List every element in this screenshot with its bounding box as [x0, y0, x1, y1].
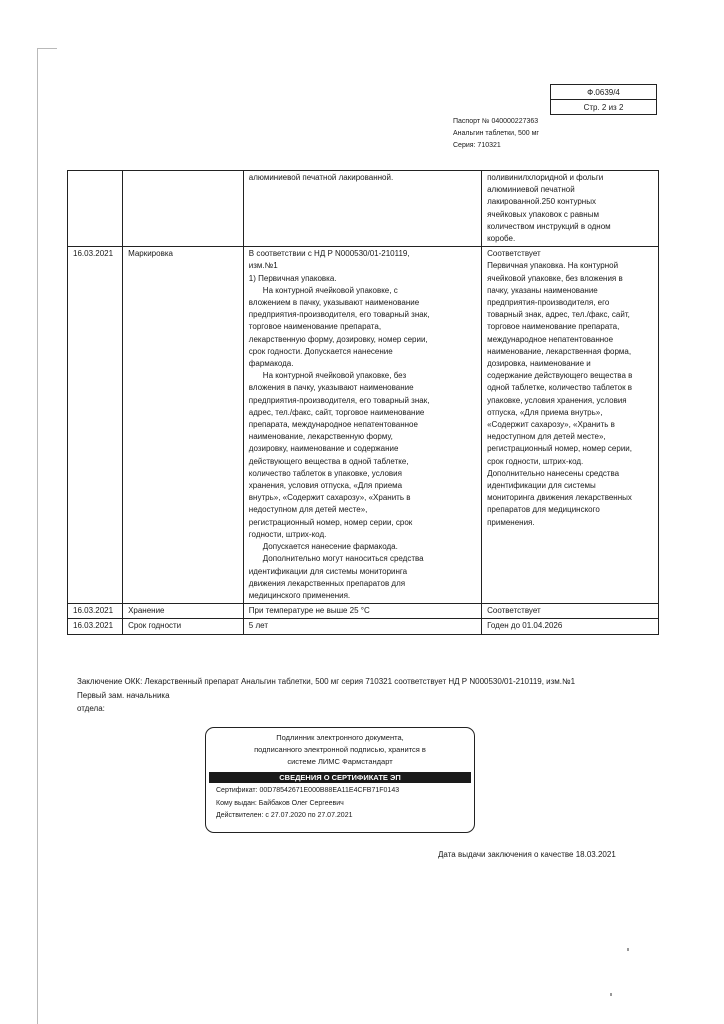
result-line: лакированной.250 контурных — [487, 197, 596, 207]
result-line: Соответствует — [487, 606, 541, 616]
requirement-line: хранения, условия отпуска, «Для приема — [248, 481, 403, 491]
series-number: Серия: 710321 — [453, 142, 501, 149]
stamp-line-2: подписанного электронной подписью, хранится в — [254, 745, 426, 754]
result-cell — [482, 604, 659, 619]
result-line: поливинилхлоридной и фольги — [487, 173, 604, 182]
result-line: Первичная упаковка. На контурной — [487, 261, 619, 271]
indicator-cell: Маркировка — [123, 247, 244, 604]
indicator-cell: Хранение — [123, 604, 244, 619]
requirement-line: предприятия-производителя, его товарный знак, — [248, 395, 430, 405]
stamp-line-3: системе ЛИМС Фармстандарт — [287, 757, 393, 766]
signer-department: отдела: — [77, 704, 105, 713]
scan-speck — [627, 948, 629, 951]
test-results-table — [67, 170, 659, 635]
result-line: Годен до 01.04.2026 — [487, 621, 563, 631]
result-cell — [482, 247, 659, 604]
requirement-line: регистрационный номер, номер серии, срок — [248, 517, 413, 527]
table-row — [68, 619, 659, 634]
result-line: Соответствует — [487, 249, 541, 259]
requirement-line: действующего вещества в одной таблетке, — [248, 456, 409, 466]
result-line: «Содержит сахарозу», «Хранить в — [487, 420, 615, 430]
requirement-line: 1) Первичная упаковка. — [248, 273, 337, 283]
requirement-line: В соответствии с НД Р N000530/01-210119, — [248, 249, 410, 259]
requirement-line: Допускается нанесение фармакода. — [262, 542, 398, 552]
requirement-line: недоступном для детей месте», — [248, 505, 368, 515]
requirement-cell — [243, 619, 481, 634]
result-line: регистрационный номер, номер серии, — [487, 444, 632, 454]
page-edge-left — [37, 48, 38, 1024]
result-line: Дополнительно нанесены средства — [487, 468, 620, 478]
certificate-number: Сертификат: 00D78542671E000B88EA11E4CFB71F0143 — [216, 787, 400, 794]
result-line: пачку, указаны наименование — [487, 285, 598, 295]
result-line: наименование, лекарственная форма, — [487, 346, 632, 356]
requirement-line: медицинского применения. — [248, 590, 351, 600]
requirement-line: На контурной ячейковой упаковке, с — [262, 285, 398, 295]
requirement-line: фармакода. — [248, 359, 294, 369]
product-name: Анальгин таблетки, 500 мг — [453, 130, 539, 137]
result-line: недоступном для детей месте», — [487, 432, 606, 442]
test-date-cell — [68, 171, 123, 247]
result-line: товарный знак, адрес, тел./факс, сайт, — [487, 310, 630, 320]
electronic-signature-stamp — [205, 727, 475, 833]
form-code: Ф.0639/4 — [551, 85, 657, 100]
page-edge-top — [37, 48, 57, 49]
passport-number: Паспорт № 040000227363 — [453, 118, 539, 125]
requirement-line: торговое наименование препарата, — [248, 322, 382, 332]
requirement-cell — [243, 171, 481, 247]
requirement-line: движения лекарственных препаратов для — [248, 578, 406, 588]
requirement-line: лекарственную форму, дозировку, номер серии, — [248, 334, 428, 344]
result-line: ячейковых упаковок с равным — [487, 209, 599, 219]
table-row — [68, 247, 659, 604]
result-line: дозировка, наименование и — [487, 359, 591, 369]
requirement-line: 5 лет — [248, 621, 268, 631]
result-line: ячейковой упаковке, без вложения в — [487, 273, 623, 283]
requirement-cell — [243, 604, 481, 619]
result-line: одной таблетке, количество таблеток в — [487, 383, 633, 393]
result-line: препаратов для медицинского — [487, 505, 600, 515]
requirement-line: При температуре не выше 25 °С — [248, 606, 370, 616]
certificate-owner: Кому выдан: Байбаков Олег Сергеевич — [216, 799, 344, 807]
test-date-cell: 16.03.2021 — [68, 619, 123, 634]
requirement-line: алюминиевой печатной лакированной. — [248, 173, 394, 182]
requirement-cell — [243, 247, 481, 604]
requirement-line: вложением в пачку, указывают наименование — [248, 298, 420, 308]
signer-title: Первый зам. начальника — [77, 690, 170, 700]
table-row — [68, 171, 659, 247]
requirement-line: идентификации для системы мониторинга — [248, 566, 408, 576]
requirement-line: изм.№1 — [248, 261, 278, 271]
requirement-line: наименование, лекарственную форму, — [248, 432, 393, 442]
conclusion-text: Заключение ОКК: Лекарственный препарат Анальгин таблетки, 500 мг серия 710321 соответствует НД Р N000530/01-210119, изм.№1 — [77, 677, 576, 686]
conclusion-block — [77, 675, 577, 716]
requirement-line: адрес, тел./факс, сайт, торговое наименование — [248, 407, 425, 417]
result-line: количеством инструкций в одном — [487, 221, 611, 231]
result-line: упаковке, условия хранения, условия — [487, 395, 627, 405]
result-line: мониторинга движения лекарственных — [487, 493, 632, 503]
table-row — [68, 604, 659, 619]
result-line: торговое наименование препарата, — [487, 322, 620, 332]
requirement-line: На контурной ячейковой упаковке, без — [262, 371, 407, 381]
requirement-line: Дополнительно могут наноситься средства — [262, 554, 424, 564]
requirement-line: годности, штрих-код. — [248, 529, 327, 539]
result-line: алюминиевой печатной — [487, 185, 575, 195]
result-line: коробе. — [487, 234, 516, 244]
form-code-box — [550, 84, 657, 115]
result-cell — [482, 619, 659, 634]
stamp-header: СВЕДЕНИЯ О СЕРТИФИКАТЕ ЭП — [209, 772, 471, 783]
scan-speck — [610, 993, 612, 996]
certificate-validity: Действителен: с 27.07.2020 по 27.07.2021 — [216, 812, 353, 819]
requirement-line: препарата, международное непатентованное — [248, 420, 418, 430]
requirement-line: срок годности. Допускается нанесение — [248, 346, 393, 356]
requirement-line: вложения в пачку, указывают наименование — [248, 383, 414, 393]
result-line: международное непатентованное — [487, 334, 614, 344]
result-line: применения. — [487, 517, 535, 527]
issue-date: Дата выдачи заключения о качестве 18.03.2021 — [438, 850, 616, 859]
test-date-cell: 16.03.2021 — [68, 604, 123, 619]
indicator-cell: Срок годности — [123, 619, 244, 634]
page-number: Стр. 2 из 2 — [551, 100, 657, 115]
requirement-line: количество таблеток в упаковке, условия — [248, 468, 402, 478]
result-line: отпуска, «Для приема внутрь», — [487, 407, 603, 417]
requirement-line: внутрь», «Содержит сахарозу», «Хранить в — [248, 493, 411, 503]
passport-info — [453, 116, 539, 152]
requirement-line: дозировку, наименование и содержание — [248, 444, 399, 454]
test-date-cell: 16.03.2021 — [68, 247, 123, 604]
result-line: идентификации для системы — [487, 481, 596, 491]
result-line: предприятия-производителя, его — [487, 298, 610, 308]
result-line: срок годности, штрих-код. — [487, 456, 584, 466]
result-cell — [482, 171, 659, 247]
indicator-cell — [123, 171, 244, 247]
result-line: содержание действующего вещества в — [487, 371, 633, 381]
requirement-line: предприятия-производителя, его товарный знак, — [248, 310, 430, 320]
stamp-line-1: Подлинник электронного документа, — [276, 733, 404, 742]
